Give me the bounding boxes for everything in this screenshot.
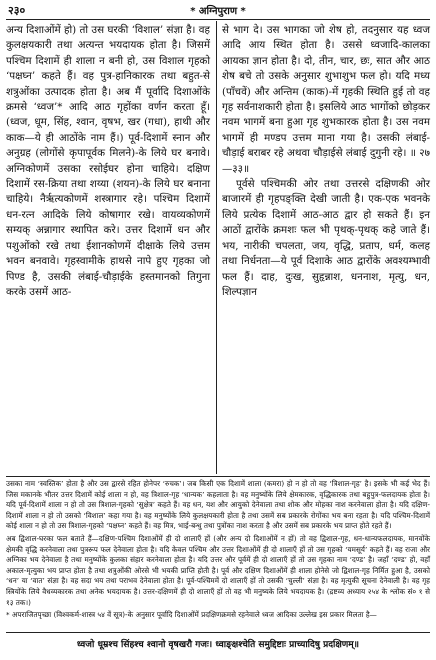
footnote-1: उसका नाम ‘स्वस्तिक’ होता है और उस द्वारसे रहित होनेपर ‘रुचक’। जब किसी एक दिशामें शाला (कमरा) हो न हो तो वह ‘त्रिशाल-गृह’ है। इसके भी कई भेद हैं। जिस मकानके भीतर उत्तर दिशामें कोई शाला न हो, वह त्रिशाल-गृह ‘धान्यक’ कहलाता है। वह मनुष्योंके लिये क्षेमकारक, वृद्धिकारक तथा बहुपुत्र-फलदायक होता है। यदि पूर्व-दिशामें शाला न हो तो उस त्रिशाल-गृहको ‘सुक्षेत्र’ कहते हैं। वह धन, यश और आयुको देनेवाला तथा शोक और मोहका नाश करनेवाला होता है। यदि दक्षिण-दिशामें शाला न हो तो उसको ‘विशाल’ कहा गया है। वह मनुष्योंके लिये कुलक्षयकारी होता है तथा उसमें सब प्रकारके रोगोंका भय बना रहता है। यदि पश्चिम-दिशामें कोई शाला न हो तो उस त्रिशाल-गृहको ‘पक्षघ्न’ कहते हैं। वह मित्र, भाई-बन्धु तथा पुत्रोंका नाश करता है और उसमें सब प्रकारके भय प्राप्त होते रहते हैं। (6, 479, 430, 531)
page-number: २३० (8, 4, 26, 17)
left-paragraph: अन्य दिशाओंमें हो) तो उस घरकी ‘विशाल’ संज्ञा है। वह कुलक्षयकारी तथा अत्यन्त भयदायक होता है। जिसमें पश्चिम दिशामें ही शाला न बनी हो, उस विशाल गृहको ‘पक्षघ्न’ कहते हैं। वह पुत्र-हानिकारक तथा बहुत-से शत्रुओंका उत्पादक होता है। अब मैं पूर्वादि दिशाओंके क्रमसे ‘ध्वज’* आदि आठ गृहोंका वर्णन करता हूँ। (ध्वज, धूम, सिंह, श्वान, वृषभ, खर (गधा), हाथी और काक—ये ही आठोंके नाम हैं।) पूर्व-दिशामें स्नान और अनुग्रह (लोगोंसे कृपापूर्वक मिलने)-के लिये घर बनावे। अग्निकोणमें उसका रसोईघर होना चाहिये। दक्षिण दिशामें रस-क्रिया तथा शय्या (शयन)-के लिये घर बनाना चाहिये। नैर्ऋत्यकोणमें शस्त्रागार रहे। पश्चिम दिशामें धन-रत्न आदिके लिये कोषागार रखे। वायव्यकोणमें सम्यक् अन्नागार स्थापित करे। उत्तर दिशामें धन और पशुओंको रखे तथा ईशानकोणमें दीक्षाके लिये उत्तम भवन बनवावे। गृहस्वामीके हाथसे नापे हुए गृहका जो पिण्ड है, उसकी लंबाई-चौड़ाईके हस्तमानको तिगुना करके उसमें आठ- (6, 24, 210, 298)
right-paragraph-1: से भाग दे। उस भागका जो शेष हो, तदनुसार यह ध्वज आदि आय स्थित होता है। उससे ध्वजादि-कालका आयका ज्ञान होता है। दो, तीन, चार, छः, सात और आठ शेष बचे तो उसके अनुसार शुभाशुभ फल हो। यदि मध्य (पाँचवें) और अन्तिम (काक)-में गृहकी स्थिति हुई तो वह गृह सर्वनाशकारी होता है। इसलिये आठ भागोंको छोड़कर नवम भागमें बना हुआ गृह शुभकारक होता है। उस नवम भागमें ही मण्डप उत्तम माना गया है। उसकी लंबाई-चौड़ाई बराबर रहे अथवा चौड़ाईसे लंबाई दुगुनी रहे। ॥ २७—३३॥ (222, 24, 430, 175)
sanskrit-sloka: ध्वजो धूम्रश्च सिंहश्च श्वानो वृषखरौ गजः। ध्वाङ्क्षश्चेति समुद्दिष्टाः प्राच्यादिषु प्रदक्षिणम्॥ (76, 640, 360, 650)
sloka-rule (6, 632, 430, 633)
page-header (6, 2, 430, 18)
footnote-2: अब द्विशाल-घरका फल बताते हैं—दक्षिण-पश्चिम दिशाओंमें ही दो शालाएँ हों (और अन्य दो दिशाओंमें न हों) तो वह द्विशाल-गृह, धन-धान्यफलदायक, मानवोंके क्षेमकी वृद्धि करनेवाला तथा पुत्ररूप फल देनेवाला होता है। यदि केवल पश्चिम और उत्तर दिशाओंमें ही दो शालाएँ हों तो उस गृहको ‘यमसूर्य’ कहते हैं। वह राजा और अग्निका भय देनेवाला है तथा मनुष्योंके कुलका संहार करनेवाला होता है। यदि उत्तर और पूर्वमें ही दो शालाएँ हों तो उस गृहका नाम ‘दण्ड’ है। जहाँ ‘दण्ड’ हो, वहाँ अकाल-मृत्युका भय प्राप्त होता है तथा शत्रुओंकी ओरसे भी भयकी प्राप्ति होती है। पूर्व और दक्षिण दिशाओंमें ही शाला होनेसे जो द्विशाल-गृह निर्मित हुआ है, उसको ‘धन’ या ‘वात’ संज्ञा है। वह सदा भय तथा पराभव देनेवाला होता है। पूर्व-पश्चिममें दो शालाएँ हों तो उसकी ‘चुल्ली’ संज्ञा है। वह मृत्युकी सूचना देनेवाली है। वह गृह स्त्रियोंके लिये वैधव्यकारक तथा अनेक भयदायक है। उत्तर-दक्षिणमें ही दो शालाएँ हों तो वह भी मनुष्यके लिये भयदायक है। (द्रष्टव्य अध्याय २५४ के श्लोक सं० १ से १३ तक।) (6, 533, 430, 607)
left-column (6, 23, 210, 300)
footnote-3: * अपराजितपृच्छा (विश्वकर्म-शास्त्र ५४ वें सूत्र)-के अनुसार पूर्वादि दिशाओंमें प्रदक्षिणक्रमसे रहनेवाले ध्वज आदिका उल्लेख इस प्रकार मिलता है— (6, 610, 377, 620)
footnote-rule (6, 476, 430, 477)
footnotes (6, 479, 430, 621)
column-divider (216, 21, 217, 474)
right-paragraph-2: पूर्वसे पश्चिमकी ओर तथा उत्तरसे दक्षिणकी ओर बाजारमें ही गृहपङ्क्ति देखी जाती है। एक-एक भवनके लिये प्रत्येक दिशामें आठ-आठ द्वार हो सकते हैं। इन आठों द्वारोंके क्रमशः फल भी पृथक्-पृथक् कहे जाते हैं। भय, नारीकी चपलता, जय, वृद्धि, प्रताप, धर्म, कलह तथा निर्धनता—ये पूर्व दिशाके आठ द्वारोंके अवश्यम्भावी फल हैं। दाह, दुःख, सुहृन्नाश, धननाश, मृत्यु, धन, शिल्पज्ञान (222, 178, 430, 298)
header-rule (6, 19, 430, 20)
right-column (222, 23, 430, 300)
running-title: * अग्निपुराण * (190, 6, 246, 17)
